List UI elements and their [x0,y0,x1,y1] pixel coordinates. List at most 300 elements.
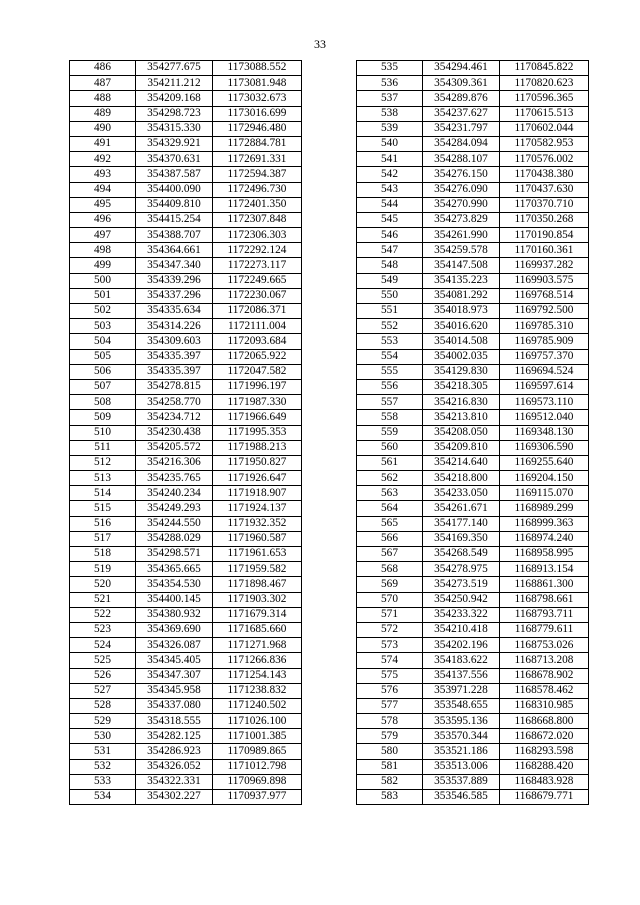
y-coordinate-cell: 1168958.995 [500,547,589,562]
table-row [357,471,589,486]
table-row [70,729,302,744]
table-row [357,258,589,273]
table-row [357,167,589,182]
y-coordinate-cell: 1171966.649 [213,410,302,425]
y-coordinate-cell: 1170370.710 [500,197,589,212]
x-coordinate-cell: 354270.990 [423,197,500,212]
point-number-cell: 524 [70,638,136,653]
table-row [70,653,302,668]
coordinates-table-right [356,60,589,805]
y-coordinate-cell: 1168999.363 [500,516,589,531]
x-coordinate-cell: 354335.634 [136,304,213,319]
point-number-cell: 501 [70,288,136,303]
point-number-cell: 525 [70,653,136,668]
x-coordinate-cell: 354216.830 [423,395,500,410]
x-coordinate-cell: 354335.397 [136,364,213,379]
table-row [357,607,589,622]
point-number-cell: 505 [70,349,136,364]
point-number-cell: 583 [357,790,423,805]
table-row [70,759,302,774]
y-coordinate-cell: 1171961.653 [213,547,302,562]
x-coordinate-cell: 354240.234 [136,486,213,501]
y-coordinate-cell: 1169115.070 [500,486,589,501]
x-coordinate-cell: 354326.052 [136,759,213,774]
x-coordinate-cell: 354209.168 [136,91,213,106]
point-number-cell: 521 [70,592,136,607]
table-row [70,562,302,577]
x-coordinate-cell: 354415.254 [136,212,213,227]
x-coordinate-cell: 354235.765 [136,471,213,486]
x-coordinate-cell: 354400.145 [136,592,213,607]
table-row [70,76,302,91]
y-coordinate-cell: 1169792.500 [500,304,589,319]
y-coordinate-cell: 1169512.040 [500,410,589,425]
table-row [70,319,302,334]
point-number-cell: 570 [357,592,423,607]
point-number-cell: 498 [70,243,136,258]
point-number-cell: 490 [70,121,136,136]
table-row [70,607,302,622]
x-coordinate-cell: 354214.640 [423,455,500,470]
y-coordinate-cell: 1168753.026 [500,638,589,653]
table-row [357,790,589,805]
point-number-cell: 494 [70,182,136,197]
point-number-cell: 562 [357,471,423,486]
x-coordinate-cell: 353595.136 [423,714,500,729]
x-coordinate-cell: 354354.530 [136,577,213,592]
table-row [357,698,589,713]
y-coordinate-cell: 1172691.331 [213,152,302,167]
table-row [70,638,302,653]
y-coordinate-cell: 1172065.922 [213,349,302,364]
x-coordinate-cell: 353546.585 [423,790,500,805]
x-coordinate-cell: 354278.975 [423,562,500,577]
x-coordinate-cell: 354261.671 [423,501,500,516]
x-coordinate-cell: 354218.800 [423,471,500,486]
table-row [70,273,302,288]
table-row [357,364,589,379]
table-row [357,562,589,577]
y-coordinate-cell: 1168989.299 [500,501,589,516]
table-row [70,744,302,759]
x-coordinate-cell: 354273.519 [423,577,500,592]
point-number-cell: 536 [357,76,423,91]
x-coordinate-cell: 354210.418 [423,622,500,637]
point-number-cell: 491 [70,136,136,151]
x-coordinate-cell: 354177.140 [423,516,500,531]
point-number-cell: 569 [357,577,423,592]
x-coordinate-cell: 354298.723 [136,106,213,121]
x-coordinate-cell: 354250.942 [423,592,500,607]
x-coordinate-cell: 354309.603 [136,334,213,349]
x-coordinate-cell: 354345.958 [136,683,213,698]
point-number-cell: 538 [357,106,423,121]
point-number-cell: 531 [70,744,136,759]
x-coordinate-cell: 353537.889 [423,774,500,789]
x-coordinate-cell: 354387.587 [136,167,213,182]
point-number-cell: 512 [70,455,136,470]
y-coordinate-cell: 1168974.240 [500,531,589,546]
table-row [357,592,589,607]
y-coordinate-cell: 1170438.380 [500,167,589,182]
point-number-cell: 506 [70,364,136,379]
point-number-cell: 503 [70,319,136,334]
x-coordinate-cell: 354016.620 [423,319,500,334]
table-row [357,334,589,349]
table-row [70,714,302,729]
x-coordinate-cell: 354278.815 [136,379,213,394]
table-row [70,91,302,106]
y-coordinate-cell: 1169348.130 [500,425,589,440]
table-row [70,106,302,121]
table-row [70,790,302,805]
x-coordinate-cell: 354288.029 [136,531,213,546]
x-coordinate-cell: 354147.508 [423,258,500,273]
y-coordinate-cell: 1170350.268 [500,212,589,227]
x-coordinate-cell: 354261.990 [423,228,500,243]
y-coordinate-cell: 1171271.968 [213,638,302,653]
point-number-cell: 539 [357,121,423,136]
table-row [70,425,302,440]
y-coordinate-cell: 1171959.582 [213,562,302,577]
y-coordinate-cell: 1170582.953 [500,136,589,151]
x-coordinate-cell: 354400.090 [136,182,213,197]
y-coordinate-cell: 1169768.514 [500,288,589,303]
table-row [357,440,589,455]
x-coordinate-cell: 354202.196 [423,638,500,653]
table-row [70,577,302,592]
y-coordinate-cell: 1169597.614 [500,379,589,394]
table-row [357,243,589,258]
y-coordinate-cell: 1171026.100 [213,714,302,729]
y-coordinate-cell: 1168668.800 [500,714,589,729]
table-row [70,486,302,501]
point-number-cell: 518 [70,547,136,562]
y-coordinate-cell: 1172594.387 [213,167,302,182]
table-row [357,729,589,744]
y-coordinate-cell: 1172249.665 [213,273,302,288]
y-coordinate-cell: 1171254.143 [213,668,302,683]
x-coordinate-cell: 354244.550 [136,516,213,531]
y-coordinate-cell: 1171918.907 [213,486,302,501]
table-row [357,197,589,212]
y-coordinate-cell: 1170576.002 [500,152,589,167]
table-row [70,364,302,379]
point-number-cell: 548 [357,258,423,273]
table-row [357,744,589,759]
y-coordinate-cell: 1168679.771 [500,790,589,805]
y-coordinate-cell: 1170190.854 [500,228,589,243]
y-coordinate-cell: 1170437.630 [500,182,589,197]
y-coordinate-cell: 1173088.552 [213,61,302,76]
point-number-cell: 542 [357,167,423,182]
x-coordinate-cell: 354216.306 [136,455,213,470]
table-row [357,152,589,167]
point-number-cell: 563 [357,486,423,501]
x-coordinate-cell: 354302.227 [136,790,213,805]
y-coordinate-cell: 1171001.385 [213,729,302,744]
y-coordinate-cell: 1169785.909 [500,334,589,349]
y-coordinate-cell: 1169573.110 [500,395,589,410]
table-row [70,121,302,136]
table-row [70,288,302,303]
table-row [357,531,589,546]
point-number-cell: 554 [357,349,423,364]
point-number-cell: 500 [70,273,136,288]
y-coordinate-cell: 1169255.640 [500,455,589,470]
table-row [70,683,302,698]
point-number-cell: 555 [357,364,423,379]
point-number-cell: 520 [70,577,136,592]
y-coordinate-cell: 1172884.781 [213,136,302,151]
y-coordinate-cell: 1170602.044 [500,121,589,136]
x-coordinate-cell: 354380.932 [136,607,213,622]
point-number-cell: 507 [70,379,136,394]
y-coordinate-cell: 1170969.898 [213,774,302,789]
table-row [70,395,302,410]
table-row [357,212,589,227]
x-coordinate-cell: 354081.292 [423,288,500,303]
x-coordinate-cell: 354213.810 [423,410,500,425]
x-coordinate-cell: 354249.293 [136,501,213,516]
y-coordinate-cell: 1168672.020 [500,729,589,744]
y-coordinate-cell: 1168288.420 [500,759,589,774]
point-number-cell: 530 [70,729,136,744]
point-number-cell: 545 [357,212,423,227]
table-row [357,379,589,394]
x-coordinate-cell: 354233.050 [423,486,500,501]
x-coordinate-cell: 354183.622 [423,653,500,668]
x-coordinate-cell: 354014.508 [423,334,500,349]
table-row [70,136,302,151]
table-row [70,182,302,197]
table-row [70,152,302,167]
y-coordinate-cell: 1172307.848 [213,212,302,227]
table-row [357,653,589,668]
y-coordinate-cell: 1170845.822 [500,61,589,76]
x-coordinate-cell: 354388.707 [136,228,213,243]
x-coordinate-cell: 354233.322 [423,607,500,622]
x-coordinate-cell: 354208.050 [423,425,500,440]
point-number-cell: 581 [357,759,423,774]
y-coordinate-cell: 1171238.832 [213,683,302,698]
table-row [357,395,589,410]
y-coordinate-cell: 1171987.330 [213,395,302,410]
table-row [357,622,589,637]
point-number-cell: 523 [70,622,136,637]
table-row [70,547,302,562]
y-coordinate-cell: 1172086.371 [213,304,302,319]
point-number-cell: 534 [70,790,136,805]
table-row [70,592,302,607]
x-coordinate-cell: 354286.923 [136,744,213,759]
y-coordinate-cell: 1170937.977 [213,790,302,805]
y-coordinate-cell: 1169757.370 [500,349,589,364]
x-coordinate-cell: 354258.770 [136,395,213,410]
x-coordinate-cell: 354337.296 [136,288,213,303]
x-coordinate-cell: 354339.296 [136,273,213,288]
point-number-cell: 566 [357,531,423,546]
table-row [70,334,302,349]
y-coordinate-cell: 1170160.361 [500,243,589,258]
point-number-cell: 564 [357,501,423,516]
point-number-cell: 578 [357,714,423,729]
y-coordinate-cell: 1168678.902 [500,668,589,683]
point-number-cell: 577 [357,698,423,713]
point-number-cell: 495 [70,197,136,212]
page-number: 33 [314,37,326,51]
x-coordinate-cell: 354322.331 [136,774,213,789]
table-row [357,714,589,729]
y-coordinate-cell: 1171960.587 [213,531,302,546]
table-row [357,61,589,76]
point-number-cell: 561 [357,455,423,470]
y-coordinate-cell: 1168779.611 [500,622,589,637]
point-number-cell: 492 [70,152,136,167]
point-number-cell: 556 [357,379,423,394]
x-coordinate-cell: 354288.107 [423,152,500,167]
y-coordinate-cell: 1168713.208 [500,653,589,668]
y-coordinate-cell: 1171932.352 [213,516,302,531]
table-row [70,774,302,789]
table-row [357,273,589,288]
y-coordinate-cell: 1173016.699 [213,106,302,121]
y-coordinate-cell: 1169204.150 [500,471,589,486]
x-coordinate-cell: 354137.556 [423,668,500,683]
y-coordinate-cell: 1171679.314 [213,607,302,622]
table-row [357,774,589,789]
point-number-cell: 526 [70,668,136,683]
table-row [70,197,302,212]
table-row [70,228,302,243]
y-coordinate-cell: 1169903.575 [500,273,589,288]
table-row [70,243,302,258]
y-coordinate-cell: 1171903.302 [213,592,302,607]
point-number-cell: 527 [70,683,136,698]
x-coordinate-cell: 354314.226 [136,319,213,334]
y-coordinate-cell: 1172946.480 [213,121,302,136]
y-coordinate-cell: 1172306.303 [213,228,302,243]
x-coordinate-cell: 354345.405 [136,653,213,668]
x-coordinate-cell: 354209.810 [423,440,500,455]
y-coordinate-cell: 1172273.117 [213,258,302,273]
point-number-cell: 547 [357,243,423,258]
x-coordinate-cell: 354237.627 [423,106,500,121]
x-coordinate-cell: 354329.921 [136,136,213,151]
x-coordinate-cell: 354018.973 [423,304,500,319]
x-coordinate-cell: 354276.150 [423,167,500,182]
point-number-cell: 513 [70,471,136,486]
point-number-cell: 504 [70,334,136,349]
point-number-cell: 544 [357,197,423,212]
x-coordinate-cell: 354234.712 [136,410,213,425]
point-number-cell: 580 [357,744,423,759]
y-coordinate-cell: 1171995.353 [213,425,302,440]
table-row [70,501,302,516]
x-coordinate-cell: 354294.461 [423,61,500,76]
x-coordinate-cell: 354289.876 [423,91,500,106]
point-number-cell: 499 [70,258,136,273]
point-number-cell: 528 [70,698,136,713]
y-coordinate-cell: 1169306.590 [500,440,589,455]
table-row [357,501,589,516]
y-coordinate-cell: 1171996.197 [213,379,302,394]
table-row [357,683,589,698]
coordinates-table-left [69,60,302,805]
y-coordinate-cell: 1171012.798 [213,759,302,774]
table-row [357,455,589,470]
point-number-cell: 533 [70,774,136,789]
point-number-cell: 567 [357,547,423,562]
x-coordinate-cell: 354326.087 [136,638,213,653]
point-number-cell: 514 [70,486,136,501]
table-row [357,425,589,440]
y-coordinate-cell: 1168798.661 [500,592,589,607]
x-coordinate-cell: 354409.810 [136,197,213,212]
point-number-cell: 551 [357,304,423,319]
y-coordinate-cell: 1171898.467 [213,577,302,592]
point-number-cell: 557 [357,395,423,410]
point-number-cell: 572 [357,622,423,637]
x-coordinate-cell: 354347.307 [136,668,213,683]
x-coordinate-cell: 354169.350 [423,531,500,546]
table-row [357,121,589,136]
table-row [70,471,302,486]
table-row [70,349,302,364]
table-row [70,304,302,319]
x-coordinate-cell: 353521.186 [423,744,500,759]
point-number-cell: 560 [357,440,423,455]
x-coordinate-cell: 354364.661 [136,243,213,258]
table-row [357,182,589,197]
y-coordinate-cell: 1169785.310 [500,319,589,334]
point-number-cell: 540 [357,136,423,151]
table-row [70,379,302,394]
y-coordinate-cell: 1172047.582 [213,364,302,379]
table-row [357,349,589,364]
x-coordinate-cell: 353570.344 [423,729,500,744]
x-coordinate-cell: 354211.212 [136,76,213,91]
x-coordinate-cell: 354365.665 [136,562,213,577]
point-number-cell: 509 [70,410,136,425]
point-number-cell: 582 [357,774,423,789]
y-coordinate-cell: 1169694.524 [500,364,589,379]
point-number-cell: 565 [357,516,423,531]
y-coordinate-cell: 1172111.004 [213,319,302,334]
table-row [357,136,589,151]
table-row [357,76,589,91]
table-row [357,106,589,121]
x-coordinate-cell: 354318.555 [136,714,213,729]
table-row [357,288,589,303]
table-row [357,547,589,562]
x-coordinate-cell: 354282.125 [136,729,213,744]
y-coordinate-cell: 1172292.124 [213,243,302,258]
x-coordinate-cell: 354309.361 [423,76,500,91]
table-row [70,61,302,76]
x-coordinate-cell: 354273.829 [423,212,500,227]
y-coordinate-cell: 1171950.827 [213,455,302,470]
y-coordinate-cell: 1172401.350 [213,197,302,212]
point-number-cell: 571 [357,607,423,622]
table-row [70,516,302,531]
y-coordinate-cell: 1171240.502 [213,698,302,713]
y-coordinate-cell: 1171685.660 [213,622,302,637]
x-coordinate-cell: 354337.080 [136,698,213,713]
point-number-cell: 549 [357,273,423,288]
y-coordinate-cell: 1173032.673 [213,91,302,106]
x-coordinate-cell: 354218.305 [423,379,500,394]
